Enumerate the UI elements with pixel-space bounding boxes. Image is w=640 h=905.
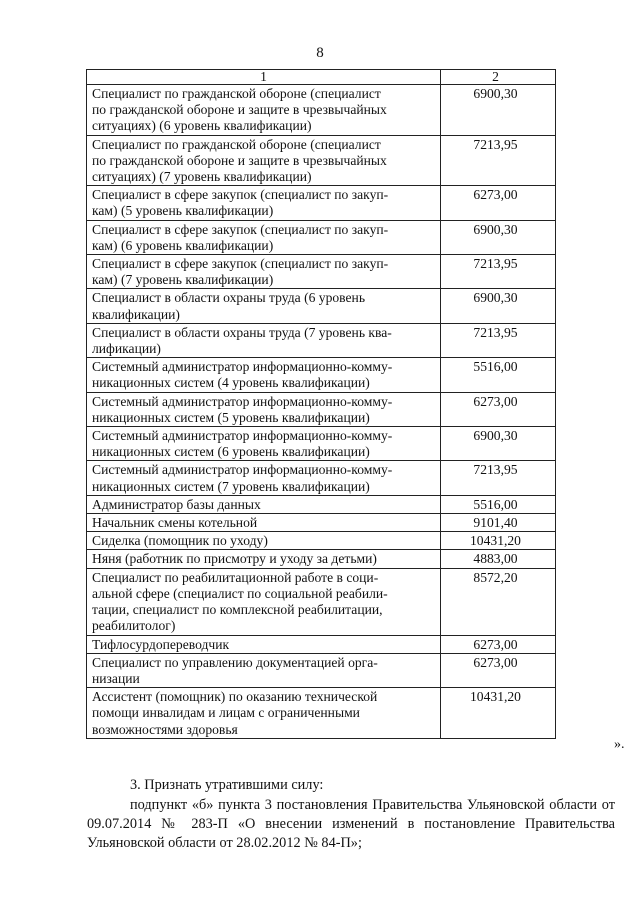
position-name-cell	[87, 85, 441, 136]
column-header-1: 1	[87, 70, 441, 85]
position-name-line: лификации)	[92, 341, 161, 357]
salary-value-cell: 8572,20	[441, 568, 556, 635]
salary-value-cell: 7213,95	[441, 255, 556, 289]
position-name-line: возможностями здоровья	[92, 721, 238, 737]
table-header-row	[87, 70, 556, 85]
position-name-line: Специалист в сфере закупок (специалист по закуп-	[92, 221, 389, 237]
salary-value-cell: 5516,00	[441, 495, 556, 513]
salary-value-cell: 6900,30	[441, 289, 556, 323]
salary-value-cell: 6900,30	[441, 427, 556, 461]
salary-value-cell: 10431,20	[441, 532, 556, 550]
position-name-line: по гражданской обороне и защите в чрезвычайных	[92, 102, 387, 118]
position-name-cell	[87, 568, 441, 635]
position-name-line: Тифлосурдопереводчик	[92, 636, 230, 652]
position-name-cell	[87, 688, 441, 739]
position-name-line: Администратор базы данных	[92, 496, 261, 512]
position-name-line: Специалист в области охраны труда (7 уровень ква-	[92, 324, 392, 340]
position-name-line: тации, специалист по комплексной реабилитации,	[92, 602, 383, 618]
salary-value-cell: 6273,00	[441, 653, 556, 687]
salary-value-cell: 7213,95	[441, 135, 556, 186]
table-row	[87, 550, 556, 568]
position-name-line: Специалист по гражданской обороне (специалист	[92, 86, 381, 101]
position-name-line: Системный администратор информационно-комму-	[92, 428, 393, 444]
table-row	[87, 186, 556, 220]
position-name-line: ситуациях) (7 уровень квалификации)	[92, 169, 312, 185]
position-name-line: по гражданской обороне и защите в чрезвычайных	[92, 152, 387, 168]
position-name-line: кам) (6 уровень квалификации)	[92, 237, 274, 253]
table-row	[87, 532, 556, 550]
position-name-line: кам) (7 уровень квалификации)	[92, 272, 274, 288]
position-name-cell	[87, 323, 441, 357]
table-row	[87, 289, 556, 323]
position-name-cell	[87, 514, 441, 532]
clause-3-heading: 3. Признать утратившими силу:	[130, 777, 324, 793]
table-row	[87, 653, 556, 687]
salary-value-cell: 6900,30	[441, 220, 556, 254]
position-name-line: Сиделка (помощник по уходу)	[92, 533, 268, 549]
position-name-cell	[87, 289, 441, 323]
position-name-cell	[87, 427, 441, 461]
salary-value-cell: 4883,00	[441, 550, 556, 568]
position-name-line: реабилитолог)	[92, 618, 176, 634]
salary-value-cell: 9101,40	[441, 514, 556, 532]
page-number: 8	[316, 45, 324, 61]
position-name-cell	[87, 653, 441, 687]
position-name-line: Специалист в области охраны труда (6 уровень	[92, 290, 366, 306]
salary-table	[86, 69, 556, 739]
salary-value-cell: 6273,00	[441, 635, 556, 653]
position-name-line: Няня (работник по присмотру и уходу за детьми)	[92, 551, 377, 567]
position-name-cell	[87, 635, 441, 653]
salary-value-cell: 7213,95	[441, 461, 556, 495]
table-row	[87, 635, 556, 653]
table-row	[87, 392, 556, 426]
position-name-line: Системный администратор информационно-комму-	[92, 462, 393, 478]
position-name-cell	[87, 532, 441, 550]
table-row	[87, 461, 556, 495]
table-row	[87, 514, 556, 532]
position-name-cell	[87, 358, 441, 392]
position-name-line: никационных систем (7 уровень квалификации)	[92, 478, 370, 494]
salary-value-cell: 10431,20	[441, 688, 556, 739]
position-name-line: Ассистент (помощник) по оказанию технической	[92, 689, 378, 705]
salary-value-cell: 7213,95	[441, 323, 556, 357]
table-body	[87, 70, 556, 739]
position-name-line: Системный администратор информационно-комму-	[92, 359, 393, 375]
table-row	[87, 255, 556, 289]
position-name-cell	[87, 255, 441, 289]
position-name-cell	[87, 495, 441, 513]
position-name-line: Начальник смены котельной	[92, 515, 258, 531]
position-name-cell	[87, 461, 441, 495]
salary-value-cell: 5516,00	[441, 358, 556, 392]
position-name-line: кам) (5 уровень квалификации)	[92, 203, 274, 219]
position-name-line: Специалист по реабилитационной работе в соци-	[92, 569, 379, 585]
position-name-line: квалификации)	[92, 306, 180, 322]
position-name-cell	[87, 220, 441, 254]
position-name-line: никационных систем (5 уровень квалификации)	[92, 409, 370, 425]
position-name-line: помощи инвалидам и лицам с ограниченными	[92, 705, 360, 721]
closing-quote: ».	[614, 737, 625, 752]
position-name-line: альной сфере (специалист по социальной реабили-	[92, 585, 388, 601]
column-header-2: 2	[441, 70, 556, 85]
position-name-line: Специалист по гражданской обороне (специалист	[92, 136, 381, 152]
position-name-line: ситуациях) (6 уровень квалификации)	[92, 118, 312, 134]
table-row	[87, 495, 556, 513]
position-name-cell	[87, 392, 441, 426]
salary-value-cell: 6273,00	[441, 392, 556, 426]
position-name-line: никационных систем (6 уровень квалификации)	[92, 444, 370, 460]
position-name-line: Специалист по управлению документацией орга-	[92, 654, 378, 670]
position-name-cell	[87, 135, 441, 186]
clause-3-body: подпункт «б» пункта 3 постановления Правительства Ульяновской области от 09.07.2014 № 283-П «О внесении изменений в постановление Правительства Ульяновской области от 28.02.2012 № 84-П»;	[87, 797, 615, 851]
table-row	[87, 135, 556, 186]
salary-value-cell: 6273,00	[441, 186, 556, 220]
table-row	[87, 323, 556, 357]
table-row	[87, 358, 556, 392]
position-name-line: низации	[92, 670, 140, 686]
position-name-line: никационных систем (4 уровень квалификации)	[92, 375, 370, 391]
position-name-cell	[87, 186, 441, 220]
table-row	[87, 220, 556, 254]
position-name-line: Специалист в сфере закупок (специалист по закуп-	[92, 256, 389, 272]
table-row	[87, 85, 556, 136]
position-name-line: Системный администратор информационно-комму-	[92, 393, 393, 409]
table-row	[87, 427, 556, 461]
table-row	[87, 688, 556, 739]
table-row	[87, 568, 556, 635]
salary-value-cell: 6900,30	[441, 85, 556, 136]
position-name-line: Специалист в сфере закупок (специалист по закуп-	[92, 187, 389, 203]
position-name-cell	[87, 550, 441, 568]
